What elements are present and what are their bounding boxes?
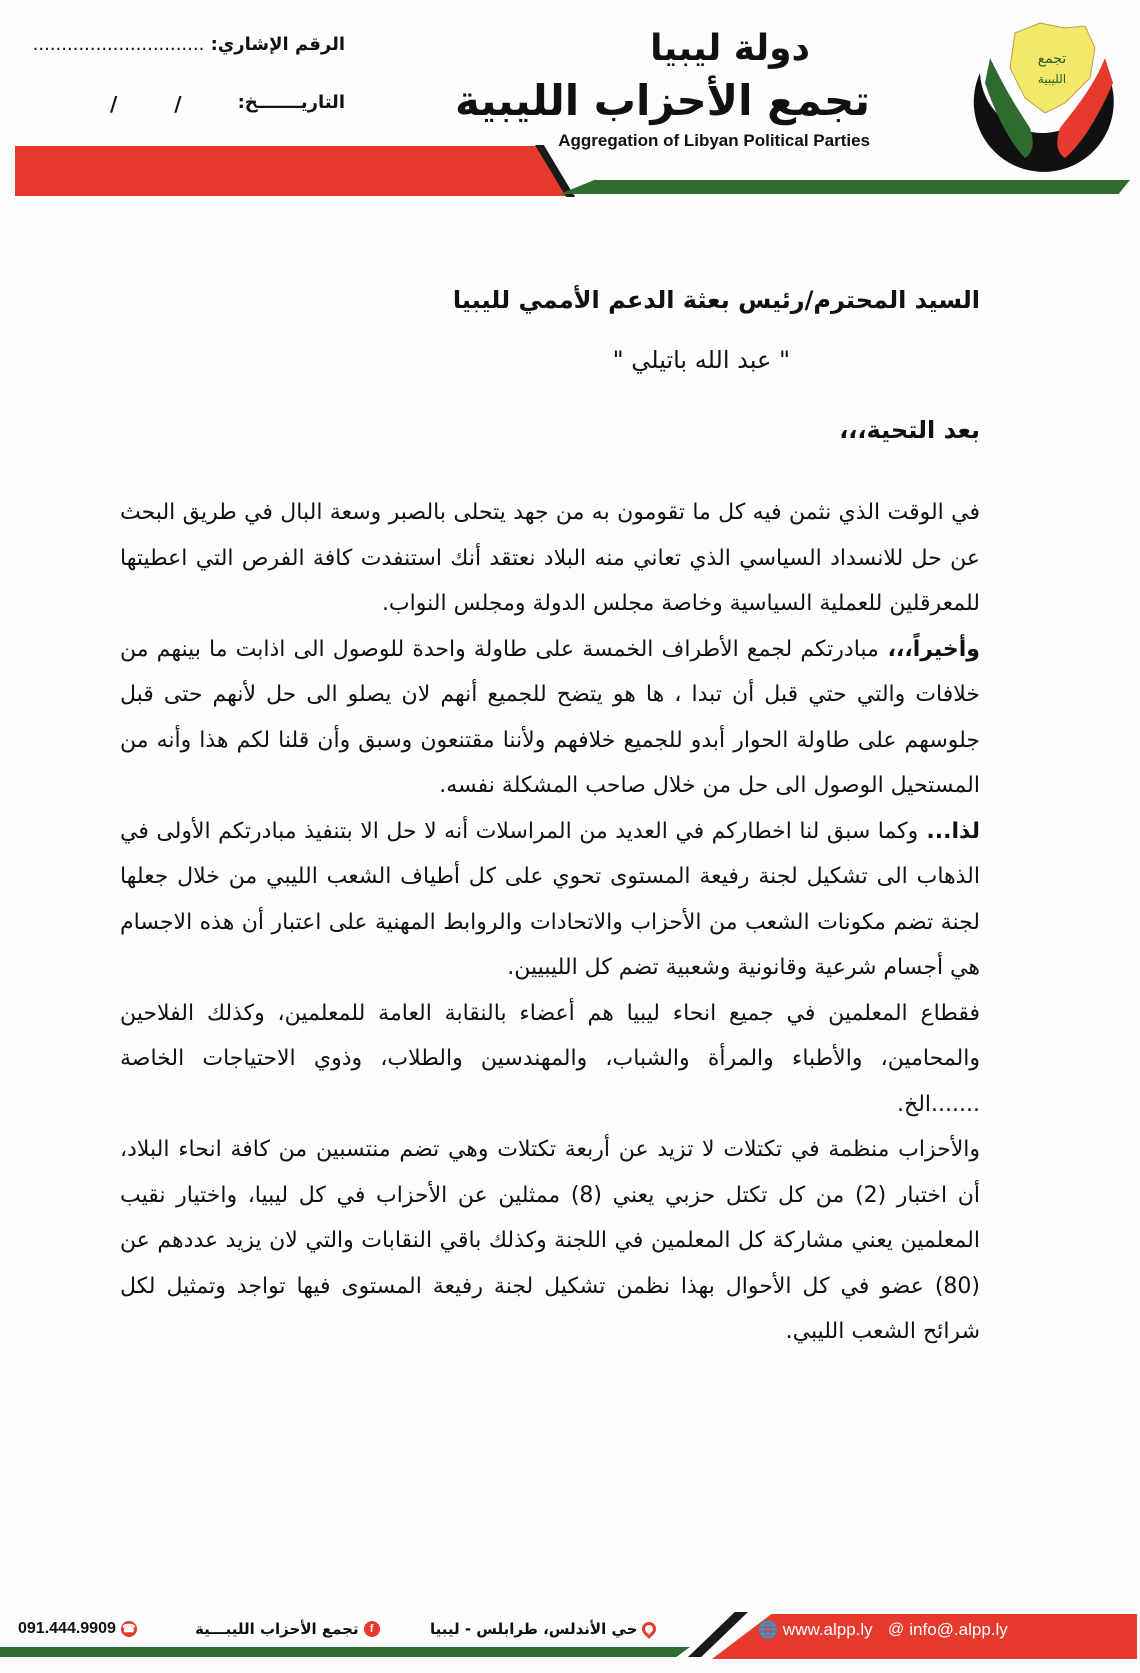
paragraph (120, 1127, 980, 1355)
website-url: www.alpp.ly (782, 1620, 873, 1639)
paragraph-text: في الوقت الذي نثمن فيه كل ما تقومون به من جهد يتحلى بالصبر وسعة البال في طريق البحث عن حل للانسداد السياسي الذي تعاني منه البلاد نعتقد أنك استنفدت كافة الفرص التي اعطيتها للمعرقلين للعملية السياسية وخاصة مجلس الدولة ومجلس النواب. (120, 500, 980, 616)
paragraph (120, 809, 980, 991)
addressee-name: " عبد الله باتيلي " (612, 346, 790, 374)
footer-green-band (0, 1647, 690, 1657)
paragraph-text: والأحزاب منظمة في تكتلات لا تزيد عن أربعة تكتلات وهي تضم منتسبين من كافة انحاء البلاد، أن اختبار (2) من كل تكتل حزبي يعني (8) ممثلين عن الأحزاب في كل ليبيا، واختيار نقيب المعلمين يعني مشاركة كل المعلمين في اللجنة وكذلك باقي النقابات والتي لان يزيد عددهم عن (80) عضو في كل الأحوال بهذا نظمن تشكيل لجنة رفيعة المستوى فيها تواجد وتمثيل لكل شرائح الشعب الليبي. (120, 1137, 981, 1344)
svg-text:الليبية: الليبية (1037, 72, 1067, 86)
letterhead (0, 0, 1140, 200)
facebook-icon: f (364, 1621, 380, 1637)
header-red-band (15, 146, 575, 196)
letter-footer (0, 1600, 1140, 1673)
paragraph (120, 991, 980, 1128)
footer-address (430, 1620, 656, 1638)
reference-number (33, 34, 345, 55)
phone-icon: ☎ (122, 1623, 136, 1635)
state-name: دولة ليبيا (650, 28, 810, 69)
footer-facebook (195, 1620, 380, 1638)
paragraph (120, 490, 980, 627)
svg-text:تجمع: تجمع (1037, 51, 1067, 67)
facebook-page-name: تجمع الأحزاب الليبـــية (195, 1620, 359, 1638)
letter-body (120, 280, 980, 1355)
paragraph-text: فقطاع المعلمين في جميع انحاء ليبيا هم أعضاء بالنقابة العامة للمعلمين، وكذلك الفلاحين والمحامين، والأطباء والمرأة والشباب، والمهندسين والطلاب، وذوي الاحتياجات الخاصة .......الخ. (120, 1000, 980, 1117)
email-address: info@.alpp.ly (909, 1620, 1008, 1639)
footer-email (888, 1620, 1008, 1640)
reference-label: الرقم الإشاري: (210, 34, 345, 55)
org-name-english: Aggregation of Libyan Political Parties (558, 131, 870, 150)
date-label: التاريـــــــخ: (237, 92, 345, 113)
location-pin-icon (640, 1619, 660, 1639)
phone-number: 091.444.9909 (18, 1620, 116, 1637)
footer-phone (18, 1620, 137, 1638)
reference-value: .............................. (32, 34, 205, 55)
paragraph (120, 627, 980, 809)
brand-block (455, 25, 870, 151)
address-text: حي الأندلس، طرابلس - ليبيا (430, 1620, 638, 1638)
org-name-arabic: تجمع الأحزاب الليبية (454, 76, 870, 125)
paragraph-text: مبادرتكم لجمع الأطراف الخمسة على طاولة واحدة للوصول الى اذابت ما بينهم من خلافات والتي حتي قبل أن تبدا ، ها هو يتضح للجميع أنهم لان يصلو الى حل لأنهم حتى قبل جلوسهم على طاولة الحوار أبدو للجميع خلافهم ولأننا مقتنعون وسبق وأن قلنا لكم هذا وأنه من المستحيل الوصول الى حل من خلال صاحب المشكلة نفسه. (120, 636, 980, 798)
date-value: / / (110, 92, 182, 116)
at-sign-icon: @ (888, 1621, 905, 1638)
paragraph-lead: وأخيراً،،، (878, 636, 980, 662)
greeting: بعد التحية،،، (839, 416, 980, 444)
paragraph-text: وكما سبق لنا اخطاركم في العديد من المراسلات أنه لا حل الا بتنفيذ مبادرتكم الأولى في الذهاب الى تشكيل لجنة رفيعة المستوى تحوي على كل أطياف الشعب الليبي من خلال جعلها لجنة تضم مكونات الشعب من الأحزاب والاتحادات والروابط المهنية على اعتبار أن هذه الاجسام هي أجسام شرعية وقانونية وشعبية تضم كل الليبيين. (120, 818, 980, 980)
footer-website (758, 1620, 873, 1640)
salutation: السيد المحترم/رئيس بعثة الدعم الأممي لليبيا (452, 286, 980, 314)
paragraph-lead: لذا... (918, 818, 980, 844)
org-logo-icon (955, 18, 1130, 193)
globe-icon: 🌐 (758, 1622, 778, 1639)
